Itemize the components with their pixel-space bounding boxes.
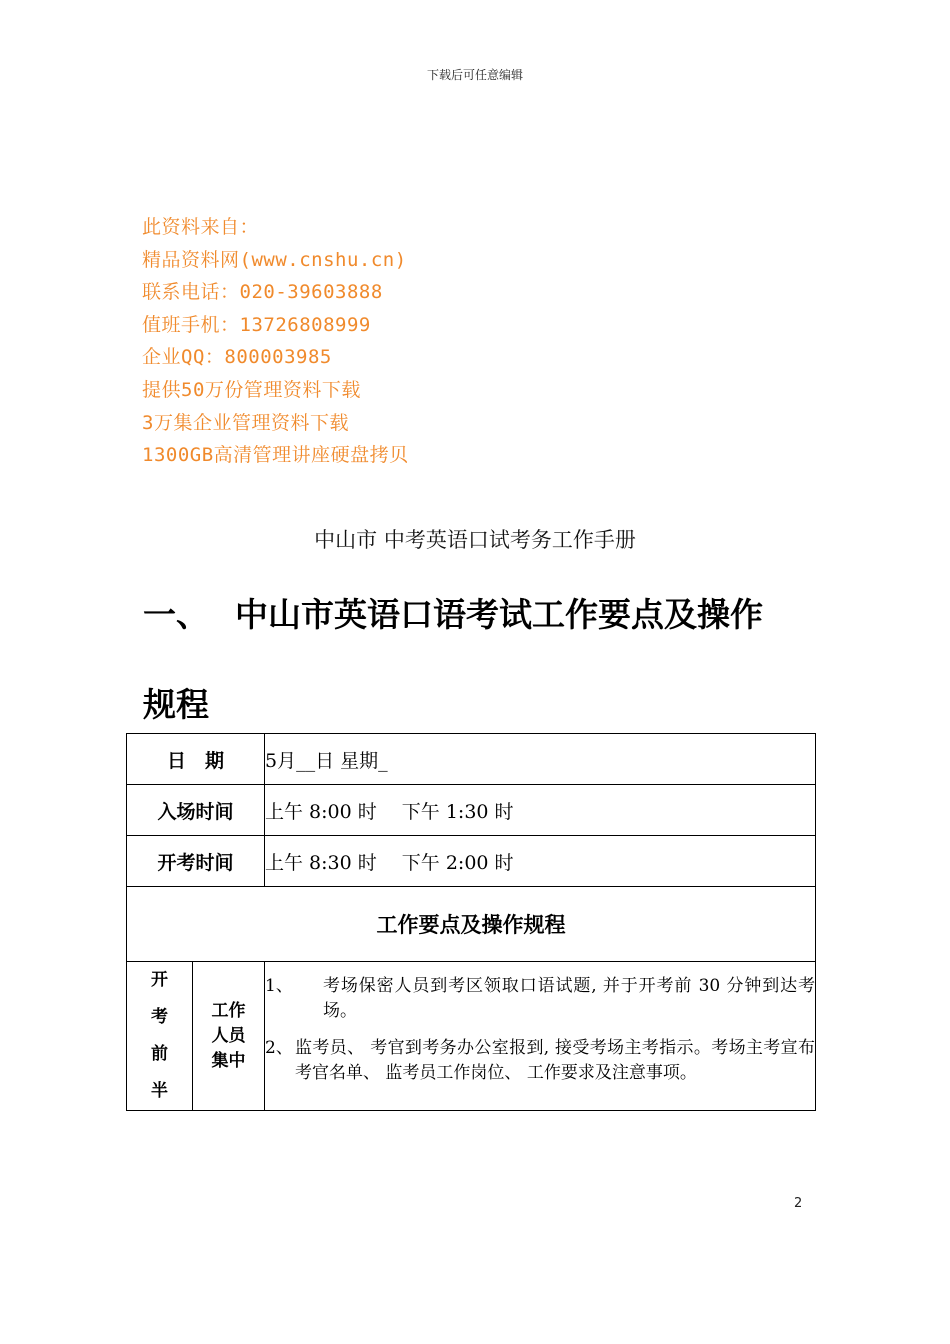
promo-line: 3万集企业管理资料下载 bbox=[142, 411, 349, 434]
list-item bbox=[265, 1036, 815, 1086]
promo-line: 联系电话：020-39603888 bbox=[142, 281, 383, 304]
exam-schedule-table bbox=[126, 733, 816, 1111]
entry-time-value: 上午 8:00 时 下午 1:30 时 bbox=[265, 785, 816, 836]
table-row bbox=[127, 734, 816, 785]
heading-number: 一、 bbox=[143, 595, 209, 634]
phase-char: 半 bbox=[151, 1081, 168, 1101]
table-row bbox=[127, 887, 816, 962]
heading-text: 中山市英语口语考试工作要点及操作 bbox=[235, 595, 763, 634]
item-number: 1、 bbox=[265, 976, 293, 996]
section-title: 工作要点及操作规程 bbox=[127, 887, 816, 962]
page-number: 2 bbox=[794, 1196, 803, 1211]
table-row bbox=[127, 836, 816, 887]
phase-char: 前 bbox=[151, 1044, 168, 1064]
promo-line: 提供50万份管理资料下载 bbox=[142, 378, 361, 401]
promo-block bbox=[142, 211, 409, 472]
start-time-label: 开考时间 bbox=[127, 836, 265, 887]
heading-line-2: 规程 bbox=[143, 685, 209, 724]
promo-line: 企业QQ：800003985 bbox=[142, 346, 332, 369]
phase-char: 考 bbox=[151, 1007, 168, 1027]
section-heading bbox=[143, 570, 833, 750]
task-label-line: 人员 bbox=[211, 1025, 246, 1046]
task-items bbox=[265, 962, 816, 1111]
document-subtitle: 中山市 中考英语口试考务工作手册 bbox=[314, 528, 636, 552]
date-value: 5月__日 星期_ bbox=[265, 734, 816, 785]
promo-line: 此资料来自： bbox=[142, 216, 260, 238]
task-label-line: 集中 bbox=[211, 1050, 246, 1071]
header-note: 下载后可任意编辑 bbox=[426, 68, 523, 82]
date-label: 日 期 bbox=[127, 734, 265, 785]
task-label bbox=[193, 962, 265, 1111]
promo-line: 精品资料网(www.cnshu.cn) bbox=[142, 248, 407, 271]
item-number: 2、 bbox=[265, 1038, 293, 1058]
entry-time-label: 入场时间 bbox=[127, 785, 265, 836]
table-row bbox=[127, 785, 816, 836]
list-item bbox=[265, 974, 815, 1024]
phase-char: 开 bbox=[151, 970, 168, 990]
heading-line-1 bbox=[143, 570, 833, 660]
phase-label bbox=[127, 962, 193, 1111]
item-text: 考场保密人员到考区领取口语试题, 并于开考前 30 分钟到达考场。 bbox=[323, 976, 816, 1021]
start-time-value: 上午 8:30 时 下午 2:00 时 bbox=[265, 836, 816, 887]
promo-line: 值班手机：13726808999 bbox=[142, 313, 371, 336]
table-row bbox=[127, 962, 816, 1111]
promo-line: 1300GB高清管理讲座硬盘拷贝 bbox=[142, 444, 409, 467]
item-text: 监考员、 考官到考务办公室报到, 接受考场主考指示。考场主考宣布考官名单、 监考员工作岗位、 工作要求及注意事项。 bbox=[295, 1038, 816, 1083]
task-label-line: 工作 bbox=[211, 1000, 246, 1021]
